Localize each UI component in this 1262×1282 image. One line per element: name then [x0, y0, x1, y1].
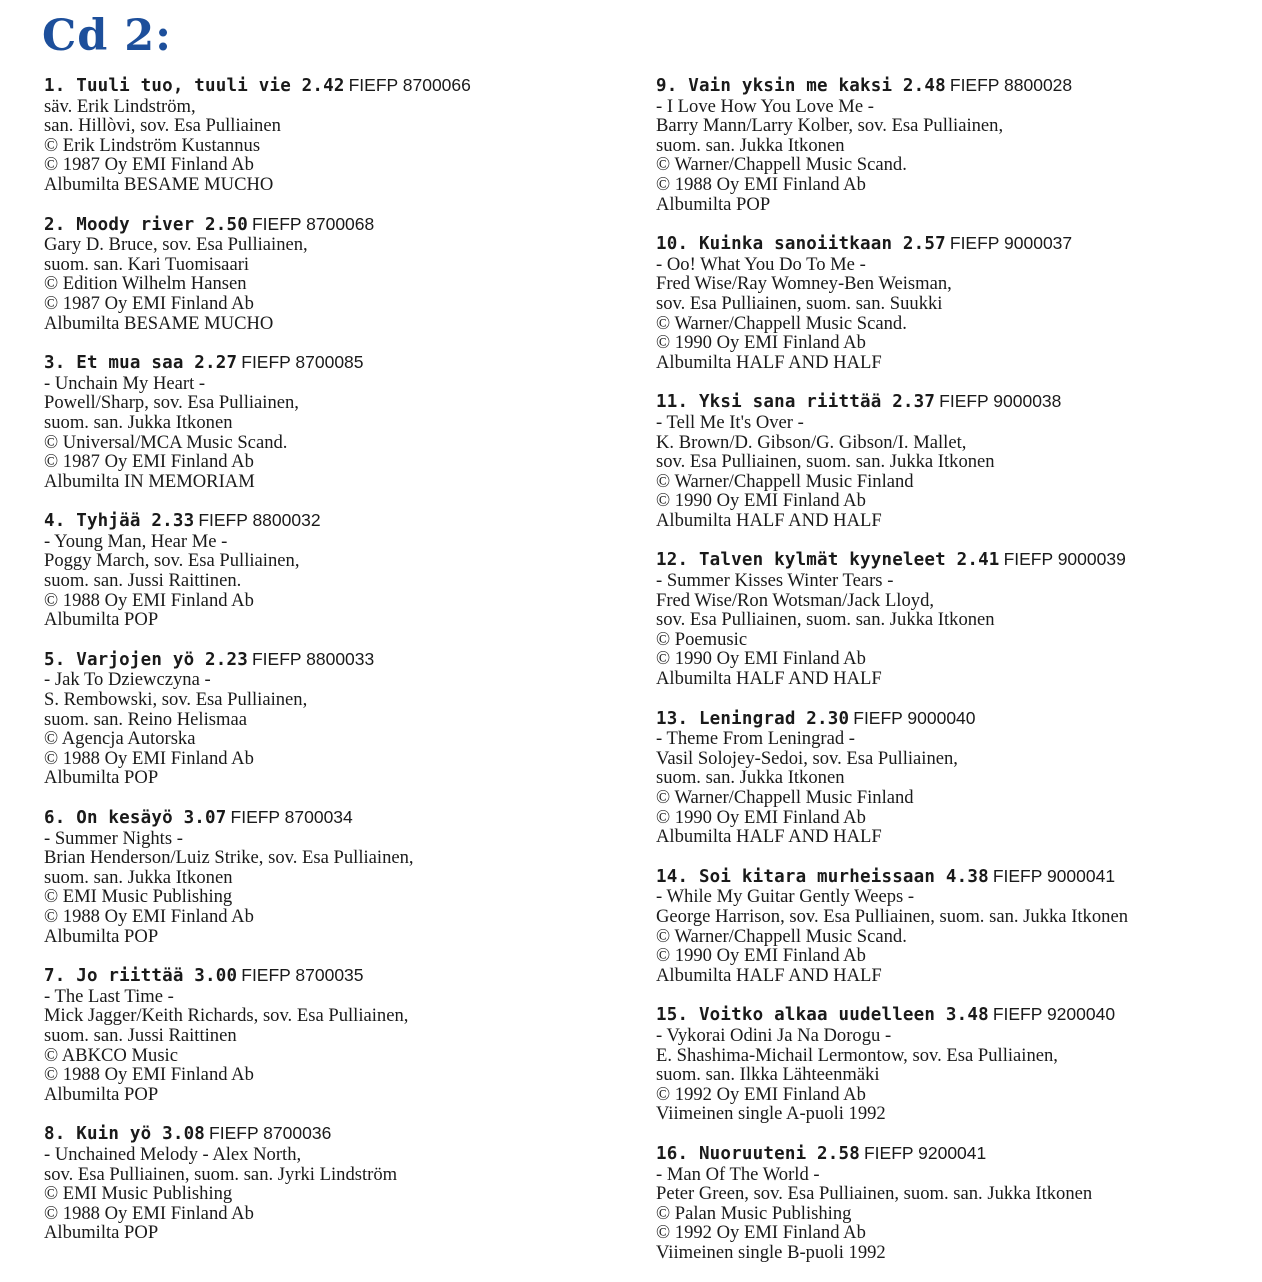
track-credit-line: - Vykorai Odini Ja Na Dorogu -	[656, 1024, 892, 1046]
track-title: 5. Varjojen yö 2.23	[44, 649, 248, 670]
track-catalog-number: FIEFP 8800028	[949, 75, 1073, 95]
track-title: 16. Nuoruuteni 2.58	[656, 1143, 860, 1164]
track-credit-line: Gary D. Bruce, sov. Esa Pulliainen,	[44, 234, 308, 256]
track-credit-line: Peter Green, sov. Esa Pulliainen, suom. san. Jukka Itkonen	[656, 1183, 1093, 1205]
track-credit-line: © 1990 Oy EMI Finland Ab	[656, 490, 866, 512]
track-entry	[44, 808, 634, 946]
track-title: 11. Yksi sana riittää 2.37	[656, 392, 936, 413]
track-entry	[656, 550, 1256, 688]
track-entry	[656, 76, 1256, 214]
track-credit-line: suom. san. Jukka Itkonen	[656, 134, 845, 156]
track-credit-line: - Man Of The World -	[656, 1163, 820, 1185]
track-credit-line: suom. san. Jukka Itkonen	[44, 411, 233, 433]
cd-heading: Cd 2:	[42, 11, 173, 61]
track-credit-line: sov. Esa Pulliainen, suom. san. Jukka Itkonen	[656, 451, 995, 473]
track-credit-line: © 1990 Oy EMI Finland Ab	[656, 806, 866, 828]
track-credit-line: suom. san. Jussi Raittinen	[44, 1024, 237, 1046]
track-heading	[656, 234, 1256, 255]
track-credit-line: - Young Man, Hear Me -	[44, 530, 228, 552]
track-heading	[44, 215, 634, 236]
track-credit-line: © Warner/Chappell Music Scand.	[656, 154, 907, 176]
track-credit-line: Albumilta POP	[44, 609, 159, 631]
track-catalog-number: FIEFP 8700036	[209, 1123, 332, 1144]
track-credit-line: Brian Henderson/Luiz Strike, sov. Esa Pulliainen,	[44, 847, 414, 869]
track-heading	[44, 511, 634, 532]
track-credit-line: K. Brown/D. Gibson/G. Gibson/I. Mallet,	[656, 431, 967, 453]
track-credit-line: © Erik Lindström Kustannus	[44, 134, 261, 156]
track-credit-line: sov. Esa Pulliainen, suom. san. Suukki	[656, 292, 943, 314]
track-credit-line: © Universal/MCA Music Scand.	[44, 431, 288, 453]
track-credit-line: © Agencja Autorska	[44, 728, 196, 750]
track-title: 1. Tuuli tuo, tuuli vie 2.42	[44, 76, 345, 96]
track-catalog-number: FIEFP 8700085	[241, 352, 364, 373]
track-credit-line: S. Rembowski, sov. Esa Pulliainen,	[44, 689, 308, 711]
track-heading	[44, 808, 634, 829]
track-catalog-number: FIEFP 9000041	[992, 865, 1116, 886]
track-credit-line: © Warner/Chappell Music Scand.	[656, 312, 907, 334]
track-credit-line: Viimeinen single A-puoli 1992	[656, 1103, 886, 1125]
track-credit-line: © Warner/Chappell Music Finland	[656, 787, 914, 808]
track-credit-line: - Theme From Leningrad -	[656, 728, 855, 750]
track-catalog-number: FIEFP 8700068	[251, 213, 375, 234]
track-heading	[44, 966, 634, 987]
track-credit-line: Albumilta POP	[44, 1222, 159, 1244]
track-credit-line: suom. san. Ilkka Lähteenmäki	[656, 1064, 880, 1086]
track-catalog-number: FIEFP 8700066	[348, 75, 471, 95]
track-heading	[656, 550, 1256, 571]
track-catalog-number: FIEFP 8800032	[198, 510, 321, 531]
track-credit-line: - Summer Kisses Winter Tears -	[656, 570, 894, 592]
track-credit-line: Albumilta POP	[656, 193, 771, 215]
track-entry	[44, 76, 634, 195]
track-entry	[656, 867, 1256, 986]
track-credit-line: Fred Wise/Ray Womney-Ben Weisman,	[656, 273, 952, 295]
track-credit-line: © 1988 Oy EMI Finland Ab	[44, 1202, 254, 1224]
track-credit-line: © 1988 Oy EMI Finland Ab	[656, 173, 866, 195]
track-credit-line: sov. Esa Pulliainen, suom. san. Jyrki Lindström	[44, 1163, 398, 1185]
track-credit-line: © Warner/Chappell Music Finland	[656, 470, 914, 492]
track-credit-line: Albumilta HALF AND HALF	[656, 826, 882, 848]
track-credit-line: © 1990 Oy EMI Finland Ab	[656, 332, 866, 354]
track-credit-line: © 1987 Oy EMI Finland Ab	[44, 451, 254, 473]
track-credit-line: Albumilta HALF AND HALF	[656, 351, 882, 373]
track-catalog-number: FIEFP 9000037	[949, 233, 1073, 254]
track-catalog-number: FIEFP 9200040	[992, 1004, 1116, 1025]
track-credit-line: Albumilta POP	[44, 925, 159, 947]
track-catalog-number: FIEFP 8800033	[251, 648, 375, 669]
track-title: 3. Et mua saa 2.27	[44, 353, 238, 374]
track-credit-line: © 1992 Oy EMI Finland Ab	[656, 1083, 866, 1105]
track-catalog-number: FIEFP 8700035	[241, 965, 364, 986]
track-heading	[44, 353, 634, 374]
track-credit-line: - Unchain My Heart -	[44, 372, 206, 394]
track-credit-line: © 1987 Oy EMI Finland Ab	[44, 292, 254, 314]
track-credit-line: © 1988 Oy EMI Finland Ab	[44, 589, 254, 611]
track-credit-line: - Oo! What You Do To Me -	[656, 253, 866, 275]
track-credit-line: Albumilta HALF AND HALF	[656, 964, 882, 986]
track-title: 12. Talven kylmät kyyneleet 2.41	[656, 550, 1000, 571]
track-credit-line: © 1987 Oy EMI Finland Ab	[44, 154, 254, 176]
track-column-right	[656, 76, 1256, 1282]
track-entry	[44, 353, 634, 491]
track-title: 6. On kesäyö 3.07	[44, 808, 227, 828]
track-credit-line: © ABKCO Music	[44, 1044, 178, 1066]
track-credit-line: Albumilta BESAME MUCHO	[44, 312, 274, 334]
track-credit-line: Vasil Solojey-Sedoi, sov. Esa Pulliainen,	[656, 747, 958, 769]
track-title: 10. Kuinka sanoiitkaan 2.57	[656, 234, 946, 255]
track-credit-line: san. Hillòvi, sov. Esa Pulliainen	[44, 115, 281, 137]
track-entry	[44, 966, 634, 1104]
track-credit-line: © Palan Music Publishing	[656, 1202, 852, 1224]
track-credit-line: - The Last Time -	[44, 985, 174, 1007]
track-entry	[44, 1124, 634, 1243]
track-heading	[656, 867, 1256, 888]
track-credit-line: Albumilta HALF AND HALF	[656, 668, 882, 690]
track-title: 13. Leningrad 2.30	[656, 708, 850, 729]
track-credit-line: Powell/Sharp, sov. Esa Pulliainen,	[44, 392, 299, 414]
track-credit-line: Albumilta POP	[44, 1083, 159, 1105]
track-credit-line: Albumilta BESAME MUCHO	[44, 173, 274, 195]
track-credit-line: © EMI Music Publishing	[44, 1183, 233, 1205]
track-credit-line: sov. Esa Pulliainen, suom. san. Jukka Itkonen	[656, 609, 995, 631]
track-credit-line: - Jak To Dziewczyna -	[44, 669, 211, 691]
track-credit-line: Fred Wise/Ron Wotsman/Jack Lloyd,	[656, 589, 935, 611]
track-credit-line: © 1988 Oy EMI Finland Ab	[44, 747, 254, 769]
track-catalog-number: FIEFP 9000038	[939, 391, 1062, 412]
track-entry	[656, 1144, 1256, 1263]
track-credit-line: suom. san. Jukka Itkonen	[656, 767, 845, 789]
track-title: 2. Moody river 2.50	[44, 214, 248, 235]
track-credit-line: säv. Erik Lindström,	[44, 95, 196, 117]
track-heading	[44, 76, 634, 97]
track-credit-line: suom. san. Jussi Raittinen.	[44, 570, 242, 592]
track-credit-line: Poggy March, sov. Esa Pulliainen,	[44, 550, 300, 572]
track-entry	[44, 511, 634, 630]
track-credit-line: suom. san. Kari Tuomisaari	[44, 253, 250, 275]
track-title: 14. Soi kitara murheissaan 4.38	[656, 866, 989, 887]
track-credit-line: - I Love How You Love Me -	[656, 95, 874, 117]
track-title: 4. Tyhjää 2.33	[44, 511, 195, 532]
track-credit-line: Albumilta IN MEMORIAM	[44, 470, 255, 492]
track-credit-line: Viimeinen single B-puoli 1992	[656, 1241, 886, 1263]
track-credit-line: - Summer Nights -	[44, 827, 183, 849]
track-credit-line: - Tell Me It's Over -	[656, 411, 804, 433]
track-entry	[656, 392, 1256, 530]
track-credit-line: © 1990 Oy EMI Finland Ab	[656, 945, 866, 967]
track-column-left	[44, 76, 634, 1263]
track-catalog-number: FIEFP 9200041	[863, 1142, 987, 1163]
track-title: 15. Voitko alkaa uudelleen 3.48	[656, 1005, 989, 1026]
track-credit-line: © 1988 Oy EMI Finland Ab	[44, 1064, 254, 1086]
track-credit-line: © Warner/Chappell Music Scand.	[656, 925, 907, 947]
track-credit-line: Mick Jagger/Keith Richards, sov. Esa Pulliainen,	[44, 1005, 409, 1027]
track-heading	[656, 709, 1256, 730]
track-heading	[656, 1005, 1256, 1026]
track-title: 8. Kuin yö 3.08	[44, 1124, 206, 1145]
track-entry	[656, 234, 1256, 372]
track-credit-line: © Edition Wilhelm Hansen	[44, 273, 247, 295]
track-title: 9. Vain yksin me kaksi 2.48	[656, 76, 946, 96]
track-catalog-number: FIEFP 8700034	[230, 807, 353, 827]
track-entry	[44, 215, 634, 334]
track-credit-line: © Poemusic	[656, 628, 748, 650]
track-heading	[44, 650, 634, 671]
track-title: 7. Jo riittää 3.00	[44, 966, 238, 987]
track-credit-line: - Unchained Melody - Alex North,	[44, 1143, 302, 1165]
track-heading	[44, 1124, 634, 1145]
track-heading	[656, 76, 1256, 97]
track-entry	[44, 650, 634, 788]
track-entry	[656, 1005, 1256, 1124]
track-credit-line: © 1992 Oy EMI Finland Ab	[656, 1222, 866, 1244]
track-catalog-number: FIEFP 9000039	[1003, 549, 1126, 570]
track-entry	[656, 709, 1256, 847]
track-credit-line: © 1990 Oy EMI Finland Ab	[656, 648, 866, 670]
track-credit-line: E. Shashima-Michail Lermontow, sov. Esa Pulliainen,	[656, 1044, 1058, 1066]
track-credit-line: - While My Guitar Gently Weeps -	[656, 886, 915, 908]
track-credit-line: Albumilta POP	[44, 767, 159, 789]
track-heading	[656, 1144, 1256, 1165]
track-credit-line: suom. san. Jukka Itkonen	[44, 866, 233, 888]
track-credit-line: Barry Mann/Larry Kolber, sov. Esa Pulliainen,	[656, 115, 1004, 137]
track-credit-line: suom. san. Reino Helismaa	[44, 708, 247, 730]
track-catalog-number: FIEFP 9000040	[853, 707, 976, 728]
track-heading	[656, 392, 1256, 413]
track-credit-line: © 1988 Oy EMI Finland Ab	[44, 905, 254, 927]
track-credit-line: George Harrison, sov. Esa Pulliainen, suom. san. Jukka Itkonen	[656, 905, 1128, 927]
track-credit-line: © EMI Music Publishing	[44, 886, 233, 908]
track-credit-line: Albumilta HALF AND HALF	[656, 509, 882, 531]
